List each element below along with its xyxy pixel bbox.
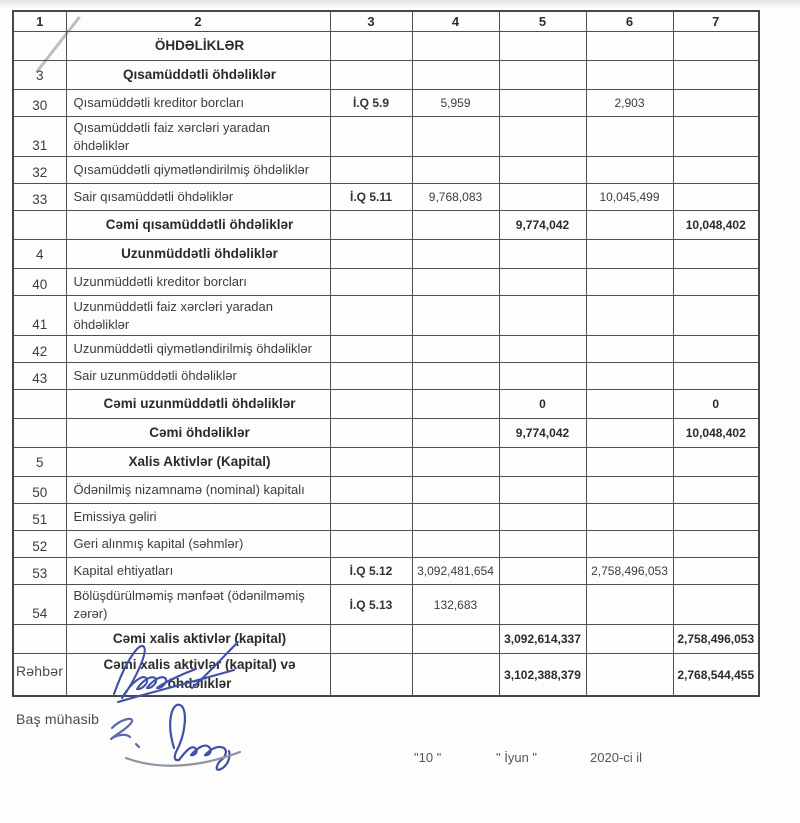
table-cell: Sair qısamüddətli öhdəliklər: [66, 184, 330, 211]
table-cell: [586, 296, 673, 336]
table-cell: İ.Q 5.12: [330, 558, 412, 585]
table-cell: [330, 211, 412, 240]
table-cell: 132,683: [412, 585, 499, 625]
table-cell: [330, 477, 412, 504]
table-cell: [412, 477, 499, 504]
table-cell: [673, 61, 759, 90]
table-row: [13, 585, 759, 625]
table-cell: [13, 419, 66, 448]
table-cell: [412, 363, 499, 390]
table-cell: [499, 585, 586, 625]
table-cell: Cəmi qısamüddətli öhdəliklər: [66, 211, 330, 240]
table-body: [13, 32, 759, 696]
table-cell: [412, 61, 499, 90]
table-cell: [330, 531, 412, 558]
table-cell: 53: [13, 558, 66, 585]
table-cell: 9,768,083: [412, 184, 499, 211]
table-row: [13, 211, 759, 240]
table-row: [13, 531, 759, 558]
table-cell: 31: [13, 117, 66, 157]
table-cell: [499, 240, 586, 269]
table-cell: [586, 531, 673, 558]
table-cell: Qısamüddətli öhdəliklər: [66, 61, 330, 90]
table-cell: [499, 363, 586, 390]
table-cell: 3,092,614,337: [499, 625, 586, 654]
table-cell: [412, 419, 499, 448]
table-cell: [330, 654, 412, 696]
table-cell: 9,774,042: [499, 211, 586, 240]
table-cell: [586, 269, 673, 296]
table-cell: [673, 477, 759, 504]
table-cell: Xalis Aktivlər (Kapital): [66, 448, 330, 477]
table-cell: [412, 211, 499, 240]
table-cell: [499, 269, 586, 296]
column-header: 6: [586, 11, 673, 32]
table-cell: [586, 336, 673, 363]
table-row: [13, 625, 759, 654]
table-cell: [330, 61, 412, 90]
table-cell: 40: [13, 269, 66, 296]
table-cell: 5: [13, 448, 66, 477]
table-cell: 30: [13, 90, 66, 117]
table-cell: [412, 269, 499, 296]
table-cell: [499, 117, 586, 157]
table-cell: [412, 625, 499, 654]
table-cell: [586, 504, 673, 531]
table-cell: Bölüşdürülməmiş mənfəət (ödənilməmiş zərər): [66, 585, 330, 625]
table-cell: [586, 625, 673, 654]
table-cell: [499, 184, 586, 211]
table-row: [13, 32, 759, 61]
table-cell: [586, 211, 673, 240]
table-cell: İ.Q 5.9: [330, 90, 412, 117]
column-header: 3: [330, 11, 412, 32]
table-cell: 33: [13, 184, 66, 211]
leader-label: Rəhbər: [16, 663, 64, 679]
table-cell: [673, 336, 759, 363]
table-cell: Emissiya gəliri: [66, 504, 330, 531]
table-cell: 43: [13, 363, 66, 390]
table-cell: Uzunmüddətli qiymətləndirilmiş öhdəliklər: [66, 336, 330, 363]
table-cell: İ.Q 5.11: [330, 184, 412, 211]
column-header-row: [13, 11, 759, 32]
table-cell: 10,048,402: [673, 419, 759, 448]
table-row: [13, 390, 759, 419]
scan-artifact-top: [0, 0, 800, 8]
table-cell: [499, 448, 586, 477]
table-cell: Geri alınmış kapital (səhmlər): [66, 531, 330, 558]
table-cell: [673, 558, 759, 585]
chief-accountant-label: Baş mühasib: [16, 711, 100, 727]
table-cell: [673, 117, 759, 157]
table-cell: [330, 296, 412, 336]
table-row: [13, 61, 759, 90]
table-cell: Qısamüddətli qiymətləndirilmiş öhdəliklər: [66, 157, 330, 184]
table-cell: [586, 419, 673, 448]
table-cell: [673, 585, 759, 625]
table-cell: [330, 336, 412, 363]
table-cell: [586, 654, 673, 696]
table-cell: Cəmi xalis aktivlər (kapital) və öhdəliklər: [66, 654, 330, 696]
table-cell: [330, 625, 412, 654]
table-cell: [330, 363, 412, 390]
table-cell: 4: [13, 240, 66, 269]
table-cell: ÖHDƏLİKLƏR: [66, 32, 330, 61]
column-header: 7: [673, 11, 759, 32]
table-cell: İ.Q 5.13: [330, 585, 412, 625]
table-cell: [673, 157, 759, 184]
table-row: [13, 296, 759, 336]
table-cell: [499, 32, 586, 61]
table-cell: 0: [673, 390, 759, 419]
table-cell: [330, 117, 412, 157]
table-cell: [673, 531, 759, 558]
table-cell: [13, 211, 66, 240]
table-cell: [499, 90, 586, 117]
table-cell: [330, 240, 412, 269]
table-cell: [412, 654, 499, 696]
table-row: [13, 240, 759, 269]
table-row: [13, 654, 759, 696]
table-cell: [586, 363, 673, 390]
table-cell: Cəmi xalis aktivlər (kapital): [66, 625, 330, 654]
table-cell: 10,045,499: [586, 184, 673, 211]
table-cell: [586, 32, 673, 61]
table-cell: Uzunmüddətli kreditor borcları: [66, 269, 330, 296]
column-header: 1: [13, 11, 66, 32]
table-cell: [412, 157, 499, 184]
table-cell: [499, 61, 586, 90]
table-cell: [13, 390, 66, 419]
table-row: [13, 477, 759, 504]
table-row: [13, 504, 759, 531]
column-header: 2: [66, 11, 330, 32]
table-cell: [13, 32, 66, 61]
column-header: 4: [412, 11, 499, 32]
table-row: [13, 269, 759, 296]
table-cell: [412, 240, 499, 269]
table-cell: 2,768,544,455: [673, 654, 759, 696]
table-cell: [499, 296, 586, 336]
table-cell: [586, 61, 673, 90]
table-cell: [673, 90, 759, 117]
table-cell: Uzunmüddətli öhdəliklər: [66, 240, 330, 269]
table-row: [13, 419, 759, 448]
table-row: [13, 90, 759, 117]
table-cell: Ödənilmiş nizamnamə (nominal) kapitalı: [66, 477, 330, 504]
table-cell: Kapital ehtiyatları: [66, 558, 330, 585]
table-cell: Uzunmüddətli faiz xərcləri yaradan öhdəliklər: [66, 296, 330, 336]
table-cell: [673, 240, 759, 269]
table-cell: Qısamüddətli faiz xərcləri yaradan öhdəliklər: [66, 117, 330, 157]
table-cell: [499, 558, 586, 585]
table-cell: 41: [13, 296, 66, 336]
table-cell: [499, 157, 586, 184]
table-cell: [586, 390, 673, 419]
table-cell: 3: [13, 61, 66, 90]
table-cell: [330, 504, 412, 531]
table-cell: [499, 531, 586, 558]
table-row: [13, 184, 759, 211]
column-header: 5: [499, 11, 586, 32]
table-cell: Qısamüddətli kreditor borcları: [66, 90, 330, 117]
table-cell: [673, 32, 759, 61]
table-cell: 2,758,496,053: [586, 558, 673, 585]
table-cell: [412, 336, 499, 363]
table-cell: 10,048,402: [673, 211, 759, 240]
table-cell: [673, 184, 759, 211]
table-cell: [330, 157, 412, 184]
table-cell: [586, 585, 673, 625]
table-cell: 9,774,042: [499, 419, 586, 448]
table-cell: [586, 157, 673, 184]
table-cell: Cəmi uzunmüddətli öhdəliklər: [66, 390, 330, 419]
table-cell: Cəmi öhdəliklər: [66, 419, 330, 448]
table-cell: 0: [499, 390, 586, 419]
table-cell: 42: [13, 336, 66, 363]
table-cell: [330, 32, 412, 61]
table-cell: [586, 448, 673, 477]
balance-sheet-table: [12, 10, 760, 697]
table-cell: [412, 531, 499, 558]
table-cell: [673, 363, 759, 390]
table-cell: 51: [13, 504, 66, 531]
table-cell: 5,959: [412, 90, 499, 117]
table-cell: 32: [13, 157, 66, 184]
table-row: [13, 558, 759, 585]
table-cell: [586, 117, 673, 157]
table-cell: [330, 390, 412, 419]
table-cell: [412, 32, 499, 61]
table-cell: [412, 296, 499, 336]
table-cell: 3,092,481,654: [412, 558, 499, 585]
table-cell: 54: [13, 585, 66, 625]
table-cell: [330, 448, 412, 477]
table-cell: [673, 504, 759, 531]
table-cell: 52: [13, 531, 66, 558]
table-cell: [412, 448, 499, 477]
date-month: " İyun ": [496, 750, 538, 765]
date-year: 2020-ci il: [590, 750, 643, 765]
date-day: "10 ": [414, 750, 442, 765]
table-cell: [412, 504, 499, 531]
table-cell: [673, 269, 759, 296]
table-cell: [499, 336, 586, 363]
table-row: [13, 157, 759, 184]
table-header: [13, 11, 759, 32]
date-line: [0, 750, 800, 770]
table-cell: 2,758,496,053: [673, 625, 759, 654]
table-cell: Sair uzunmüddətli öhdəliklər: [66, 363, 330, 390]
table-cell: [330, 269, 412, 296]
table-row: [13, 363, 759, 390]
table-row: [13, 448, 759, 477]
table-cell: [586, 477, 673, 504]
table-row: [13, 336, 759, 363]
table-cell: [330, 419, 412, 448]
table-cell: [673, 296, 759, 336]
table-cell: [673, 448, 759, 477]
table-cell: [412, 117, 499, 157]
table-cell: [13, 625, 66, 654]
table-cell: [499, 477, 586, 504]
table-cell: [499, 504, 586, 531]
table-cell: 3,102,388,379: [499, 654, 586, 696]
table-cell: [586, 240, 673, 269]
table-cell: [412, 390, 499, 419]
table-row: [13, 117, 759, 157]
table-cell: 50: [13, 477, 66, 504]
table-cell: 2,903: [586, 90, 673, 117]
